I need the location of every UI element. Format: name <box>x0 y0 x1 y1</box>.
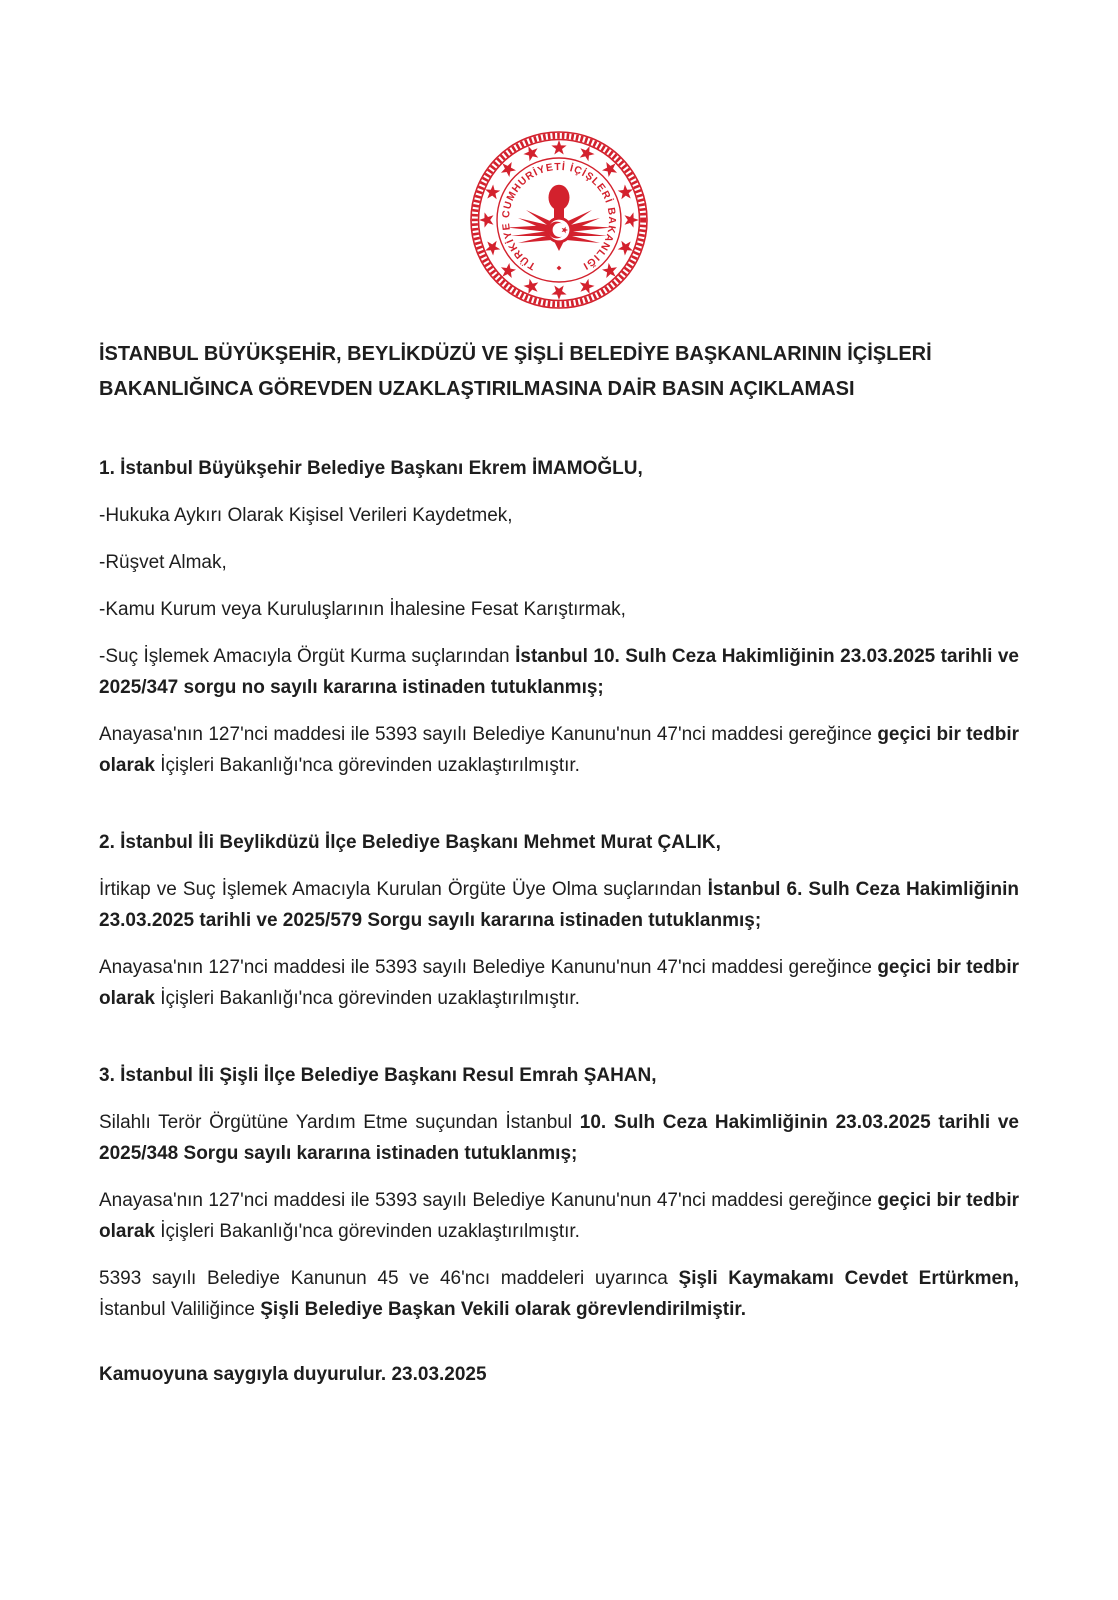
paragraph: Silahlı Terör Örgütüne Yardım Etme suçundan İstanbul 10. Sulh Ceza Hakimliğinin 23.03.2025 tarihli ve 2025/348 Sorgu sayılı kararına istinaden tutuklanmış; <box>99 1112 1019 1164</box>
paragraph: İrtikap ve Suç İşlemek Amacıyla Kurulan Örgüte Üye Olma suçlarından İstanbul 6. Sulh Ceza Hakimliğinin 23.03.2025 tarihli ve 2025/579 Sorgu sayılı kararına istinaden tutuklanmış; <box>99 879 1020 931</box>
closing-line: Kamuoyuna saygıyla duyurulur. 23.03.2025 <box>99 1364 487 1385</box>
paragraph: -Rüşvet Almak, <box>99 552 227 573</box>
document-body <box>99 423 1019 1390</box>
interior-ministry-seal-icon <box>469 130 649 310</box>
document-title: İSTANBUL BÜYÜKŞEHİR, BEYLİKDÜZÜ VE ŞİŞLİ BELEDİYE BAŞKANLARININ İÇİŞLERİ BAKANLIĞINCA GÖREVDEN UZAKLAŞTIRILMASINA DAİR BASIN AÇIKLAMASI <box>99 343 932 400</box>
section-heading: 1. İstanbul Büyükşehir Belediye Başkanı Ekrem İMAMOĞLU, <box>99 458 643 479</box>
paragraph: Anayasa'nın 127'nci maddesi ile 5393 sayılı Belediye Kanunu'nun 47'nci maddesi gereğince geçici bir tedbir olarak İçişleri Bakanlığı'nca görevinden uzaklaştırılmıştır. <box>99 957 1020 1009</box>
paragraph: -Kamu Kurum veya Kuruluşlarının İhalesine Fesat Karıştırmak, <box>99 599 626 620</box>
document-content <box>0 337 1118 1390</box>
paragraph: Anayasa'nın 127'nci maddesi ile 5393 sayılı Belediye Kanunu'nun 47'nci maddesi gereğince geçici bir tedbir olarak İçişleri Bakanlığı'nca görevinden uzaklaştırılmıştır. <box>99 724 1020 776</box>
paragraph: Anayasa'nın 127'nci maddesi ile 5393 sayılı Belediye Kanunu'nun 47'nci maddesi gereğince geçici bir tedbir olarak İçişleri Bakanlığı'nca görevinden uzaklaştırılmıştır. <box>99 1190 1020 1242</box>
seal-ring-text: TÜRKİYE CUMHURİYETİ İÇİŞLERİ BAKANLIĞI <box>500 161 618 272</box>
paragraph: -Hukuka Aykırı Olarak Kişisel Verileri Kaydetmek, <box>99 505 513 526</box>
paragraph: -Suç İşlemek Amacıyla Örgüt Kurma suçlarından İstanbul 10. Sulh Ceza Hakimliğinin 23.03.2025 tarihli ve 2025/347 sorgu no sayılı kararına istinaden tutuklanmış; <box>99 646 1020 698</box>
paragraph: 5393 sayılı Belediye Kanunun 45 ve 46'ncı maddeleri uyarınca Şişli Kaymakamı Cevdet Ertürkmen, İstanbul Valiliğince Şişli Belediye Başkan Vekili olarak görevlendirilmiştir. <box>99 1268 1019 1320</box>
section-heading: 3. İstanbul İli Şişli İlçe Belediye Başkanı Resul Emrah ŞAHAN, <box>99 1065 657 1086</box>
section-heading: 2. İstanbul İli Beylikdüzü İlçe Belediye Başkanı Mehmet Murat ÇALIK, <box>99 832 721 853</box>
ministry-logo-container <box>0 0 1118 310</box>
